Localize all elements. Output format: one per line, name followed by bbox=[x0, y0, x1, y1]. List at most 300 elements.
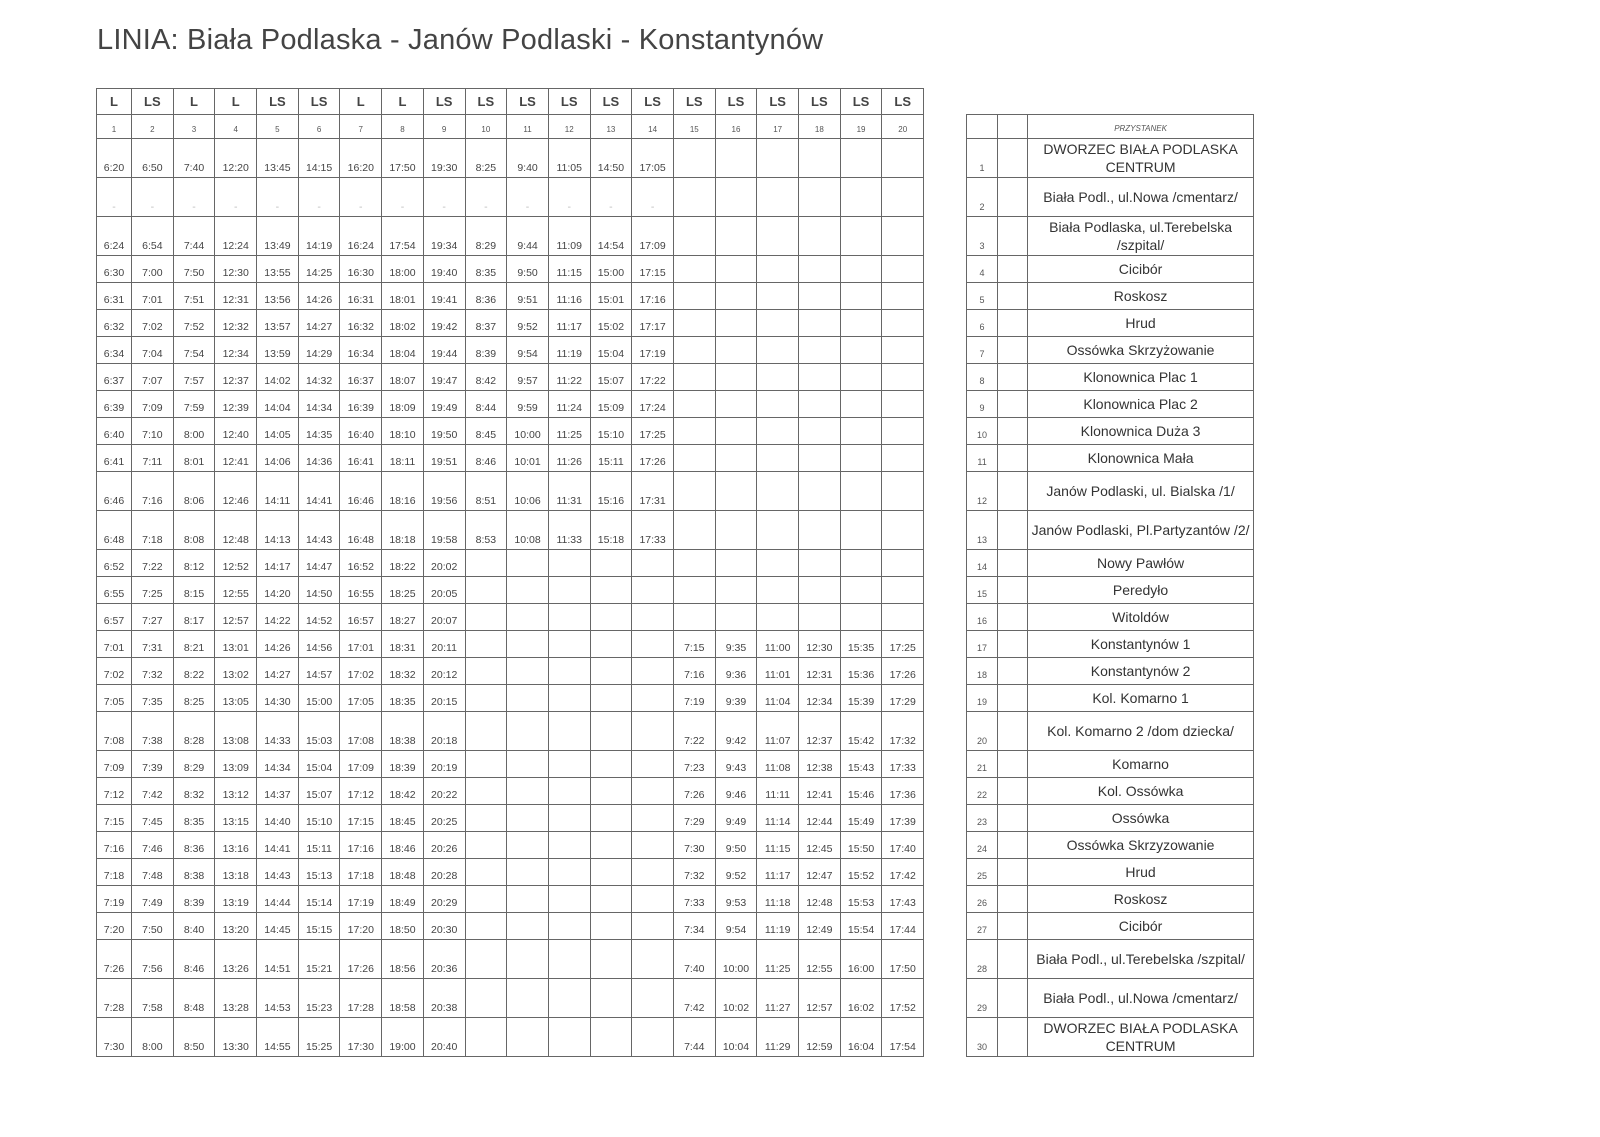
departure-time: 8:21 bbox=[173, 631, 215, 658]
departure-time bbox=[882, 256, 924, 283]
blank-cell bbox=[998, 658, 1028, 685]
course-number: 4 bbox=[215, 115, 257, 139]
stop-name: Klonownica Duża 3 bbox=[1028, 418, 1254, 445]
departure-time bbox=[590, 712, 632, 751]
departure-time: 11:33 bbox=[548, 511, 590, 550]
departure-time bbox=[882, 418, 924, 445]
departure-time bbox=[840, 604, 882, 631]
departure-time: 10:02 bbox=[715, 979, 757, 1018]
departure-time bbox=[673, 310, 715, 337]
departure-time: 14:22 bbox=[257, 604, 299, 631]
departure-time bbox=[632, 778, 674, 805]
stop-name: Biała Podl., ul.Nowa /cmentarz/ bbox=[1028, 178, 1254, 217]
stop-index: 3 bbox=[967, 217, 998, 256]
departure-time: 7:04 bbox=[132, 337, 174, 364]
departure-time: 15:46 bbox=[840, 778, 882, 805]
departure-time bbox=[632, 859, 674, 886]
departure-time: 12:59 bbox=[799, 1018, 841, 1057]
course-number: 13 bbox=[590, 115, 632, 139]
departure-time: 6:30 bbox=[97, 256, 132, 283]
stop-name: Komarno bbox=[1028, 751, 1254, 778]
departure-time: 17:42 bbox=[882, 859, 924, 886]
table-row bbox=[97, 979, 1254, 1018]
table-row bbox=[97, 391, 1254, 418]
departure-time: 14:30 bbox=[257, 685, 299, 712]
departure-time: - bbox=[632, 178, 674, 217]
departure-time: 12:30 bbox=[215, 256, 257, 283]
departure-time bbox=[465, 778, 507, 805]
departure-time: 20:22 bbox=[423, 778, 465, 805]
departure-time: 12:41 bbox=[799, 778, 841, 805]
table-row bbox=[97, 859, 1254, 886]
departure-time bbox=[799, 550, 841, 577]
departure-time bbox=[548, 550, 590, 577]
departure-time bbox=[757, 283, 799, 310]
departure-time: 7:19 bbox=[97, 886, 132, 913]
departure-time: 16:46 bbox=[340, 472, 382, 511]
gap-cell bbox=[924, 511, 967, 550]
departure-time: 9:35 bbox=[715, 631, 757, 658]
departure-time: 16:39 bbox=[340, 391, 382, 418]
blank-cell bbox=[998, 859, 1028, 886]
gap-cell bbox=[924, 337, 967, 364]
departure-time bbox=[799, 577, 841, 604]
departure-time: 15:00 bbox=[298, 685, 340, 712]
stop-index: 12 bbox=[967, 472, 998, 511]
timetable bbox=[96, 88, 1254, 1057]
departure-time: - bbox=[465, 178, 507, 217]
departure-time: 17:30 bbox=[340, 1018, 382, 1057]
departure-time: 9:52 bbox=[715, 859, 757, 886]
departure-time bbox=[590, 778, 632, 805]
gap-cell bbox=[924, 940, 967, 979]
departure-time: - bbox=[507, 178, 549, 217]
departure-time: 11:27 bbox=[757, 979, 799, 1018]
departure-time: 12:48 bbox=[799, 886, 841, 913]
stop-index: 1 bbox=[967, 139, 998, 178]
departure-time: 20:07 bbox=[423, 604, 465, 631]
service-type: LS bbox=[757, 89, 799, 115]
departure-time: 14:41 bbox=[298, 472, 340, 511]
departure-time: 14:45 bbox=[257, 913, 299, 940]
departure-time: 11:17 bbox=[548, 310, 590, 337]
departure-time: 7:34 bbox=[673, 913, 715, 940]
departure-time bbox=[590, 751, 632, 778]
departure-time: 11:17 bbox=[757, 859, 799, 886]
departure-time bbox=[715, 178, 757, 217]
departure-time: 6:50 bbox=[132, 139, 174, 178]
departure-time: 19:50 bbox=[423, 418, 465, 445]
departure-time: 7:50 bbox=[173, 256, 215, 283]
gap-cell bbox=[924, 178, 967, 217]
departure-time: 15:14 bbox=[298, 886, 340, 913]
blank-cell bbox=[998, 751, 1028, 778]
gap-cell bbox=[924, 391, 967, 418]
departure-time: 9:49 bbox=[715, 805, 757, 832]
service-type: LS bbox=[673, 89, 715, 115]
departure-time bbox=[465, 886, 507, 913]
departure-time: 15:07 bbox=[298, 778, 340, 805]
departure-time bbox=[757, 310, 799, 337]
departure-time: 6:54 bbox=[132, 217, 174, 256]
departure-time: 15:15 bbox=[298, 913, 340, 940]
departure-time: 8:35 bbox=[465, 256, 507, 283]
departure-time: 17:29 bbox=[882, 685, 924, 712]
departure-time bbox=[548, 940, 590, 979]
departure-time: 9:50 bbox=[507, 256, 549, 283]
service-type: L bbox=[215, 89, 257, 115]
departure-time: 16:32 bbox=[340, 310, 382, 337]
stop-name: Peredyło bbox=[1028, 577, 1254, 604]
departure-time: 6:52 bbox=[97, 550, 132, 577]
blank-cell bbox=[998, 511, 1028, 550]
stop-name: Klonownica Mała bbox=[1028, 445, 1254, 472]
departure-time bbox=[632, 577, 674, 604]
departure-time: 18:39 bbox=[382, 751, 424, 778]
departure-time bbox=[465, 577, 507, 604]
departure-time: 17:43 bbox=[882, 886, 924, 913]
departure-time: 15:53 bbox=[840, 886, 882, 913]
departure-time bbox=[882, 472, 924, 511]
departure-time bbox=[715, 337, 757, 364]
departure-time: 13:02 bbox=[215, 658, 257, 685]
gap-cell bbox=[924, 283, 967, 310]
departure-time: 7:28 bbox=[97, 979, 132, 1018]
service-type: LS bbox=[840, 89, 882, 115]
departure-time: 16:30 bbox=[340, 256, 382, 283]
departure-time: 12:34 bbox=[215, 337, 257, 364]
departure-time: 7:20 bbox=[97, 913, 132, 940]
departure-time: 15:50 bbox=[840, 832, 882, 859]
departure-time bbox=[507, 604, 549, 631]
departure-time: 17:09 bbox=[632, 217, 674, 256]
departure-time bbox=[632, 913, 674, 940]
departure-time bbox=[465, 859, 507, 886]
departure-time: 19:47 bbox=[423, 364, 465, 391]
departure-time bbox=[673, 511, 715, 550]
departure-time bbox=[507, 631, 549, 658]
departure-time bbox=[799, 364, 841, 391]
departure-time: 8:25 bbox=[465, 139, 507, 178]
departure-time: 16:04 bbox=[840, 1018, 882, 1057]
departure-time: 17:26 bbox=[340, 940, 382, 979]
departure-time: 15:09 bbox=[590, 391, 632, 418]
departure-time: 12:34 bbox=[799, 685, 841, 712]
departure-time: 17:25 bbox=[882, 631, 924, 658]
departure-time: 13:16 bbox=[215, 832, 257, 859]
departure-time: 9:36 bbox=[715, 658, 757, 685]
departure-time: 13:59 bbox=[257, 337, 299, 364]
departure-time: 17:54 bbox=[882, 1018, 924, 1057]
table-row bbox=[97, 256, 1254, 283]
departure-time: 14:33 bbox=[257, 712, 299, 751]
service-type: LS bbox=[507, 89, 549, 115]
departure-time bbox=[548, 658, 590, 685]
gap-cell bbox=[924, 685, 967, 712]
blank-cell bbox=[998, 283, 1028, 310]
departure-time: 14:56 bbox=[298, 631, 340, 658]
departure-time bbox=[590, 859, 632, 886]
departure-time bbox=[465, 1018, 507, 1057]
departure-time: 12:39 bbox=[215, 391, 257, 418]
departure-time bbox=[507, 550, 549, 577]
course-number: 11 bbox=[507, 115, 549, 139]
departure-time: 8:15 bbox=[173, 577, 215, 604]
departure-time: 6:57 bbox=[97, 604, 132, 631]
blank-cell bbox=[967, 89, 998, 115]
departure-time bbox=[590, 1018, 632, 1057]
departure-time bbox=[507, 913, 549, 940]
departure-time: 20:28 bbox=[423, 859, 465, 886]
departure-time: 7:44 bbox=[173, 217, 215, 256]
table-row bbox=[97, 631, 1254, 658]
departure-time: 7:25 bbox=[132, 577, 174, 604]
departure-time bbox=[507, 1018, 549, 1057]
departure-time: 7:57 bbox=[173, 364, 215, 391]
departure-time: 18:42 bbox=[382, 778, 424, 805]
departure-time bbox=[590, 604, 632, 631]
stop-index: 23 bbox=[967, 805, 998, 832]
blank-cell bbox=[998, 337, 1028, 364]
table-row bbox=[97, 577, 1254, 604]
course-number-row bbox=[97, 115, 1254, 139]
departure-time bbox=[799, 283, 841, 310]
stop-index: 13 bbox=[967, 511, 998, 550]
departure-time bbox=[840, 256, 882, 283]
departure-time bbox=[632, 1018, 674, 1057]
departure-time: 8:29 bbox=[465, 217, 507, 256]
service-type: L bbox=[97, 89, 132, 115]
departure-time: 14:55 bbox=[257, 1018, 299, 1057]
departure-time bbox=[673, 256, 715, 283]
table-row bbox=[97, 832, 1254, 859]
departure-time bbox=[799, 391, 841, 418]
departure-time: 8:12 bbox=[173, 550, 215, 577]
blank-cell bbox=[998, 364, 1028, 391]
departure-time bbox=[715, 391, 757, 418]
departure-time: - bbox=[97, 178, 132, 217]
stop-index: 14 bbox=[967, 550, 998, 577]
stop-index: 18 bbox=[967, 658, 998, 685]
departure-time: 15:43 bbox=[840, 751, 882, 778]
departure-time: 8:38 bbox=[173, 859, 215, 886]
blank-cell bbox=[998, 418, 1028, 445]
departure-time bbox=[590, 913, 632, 940]
departure-time: 15:25 bbox=[298, 1018, 340, 1057]
departure-time: 15:16 bbox=[590, 472, 632, 511]
departure-time: 14:54 bbox=[590, 217, 632, 256]
departure-time bbox=[882, 337, 924, 364]
departure-time bbox=[757, 337, 799, 364]
departure-time: 19:42 bbox=[423, 310, 465, 337]
departure-time: - bbox=[340, 178, 382, 217]
departure-time: 6:20 bbox=[97, 139, 132, 178]
gap-cell bbox=[924, 631, 967, 658]
departure-time: 17:33 bbox=[632, 511, 674, 550]
gap-cell bbox=[924, 604, 967, 631]
departure-time bbox=[465, 712, 507, 751]
departure-time: 11:15 bbox=[757, 832, 799, 859]
departure-time: 7:16 bbox=[132, 472, 174, 511]
departure-time: 7:38 bbox=[132, 712, 174, 751]
stop-header: PRZYSTANEK bbox=[1028, 115, 1254, 139]
gap-cell bbox=[924, 751, 967, 778]
stop-name: Konstantynów 2 bbox=[1028, 658, 1254, 685]
departure-time: 8:25 bbox=[173, 685, 215, 712]
departure-time: 7:23 bbox=[673, 751, 715, 778]
stop-name: Kol. Komarno 2 /dom dziecka/ bbox=[1028, 712, 1254, 751]
departure-time: 8:00 bbox=[132, 1018, 174, 1057]
stop-name: Nowy Pawłów bbox=[1028, 550, 1254, 577]
departure-time: 17:12 bbox=[340, 778, 382, 805]
departure-time: 13:15 bbox=[215, 805, 257, 832]
departure-time bbox=[757, 511, 799, 550]
gap-cell bbox=[924, 115, 967, 139]
departure-time: - bbox=[257, 178, 299, 217]
departure-time: 8:17 bbox=[173, 604, 215, 631]
departure-time: 17:01 bbox=[340, 631, 382, 658]
stop-name: Janów Podlaski, Pl.Partyzantów /2/ bbox=[1028, 511, 1254, 550]
departure-time bbox=[840, 364, 882, 391]
stop-index: 2 bbox=[967, 178, 998, 217]
departure-time: 8:36 bbox=[465, 283, 507, 310]
departure-time: 14:40 bbox=[257, 805, 299, 832]
gap-cell bbox=[924, 310, 967, 337]
gap-cell bbox=[924, 913, 967, 940]
course-number: 18 bbox=[799, 115, 841, 139]
departure-time: 13:26 bbox=[215, 940, 257, 979]
type-header-row bbox=[97, 89, 1254, 115]
departure-time: 7:40 bbox=[173, 139, 215, 178]
departure-time: 7:01 bbox=[132, 283, 174, 310]
departure-time: 14:19 bbox=[298, 217, 340, 256]
departure-time bbox=[757, 391, 799, 418]
blank-cell bbox=[1028, 89, 1066, 115]
service-type: L bbox=[340, 89, 382, 115]
departure-time bbox=[507, 577, 549, 604]
departure-time: 18:45 bbox=[382, 805, 424, 832]
departure-time bbox=[757, 256, 799, 283]
departure-time: 12:44 bbox=[799, 805, 841, 832]
gap-cell bbox=[924, 805, 967, 832]
departure-time: 8:53 bbox=[465, 511, 507, 550]
gap-cell bbox=[924, 859, 967, 886]
departure-time: 12:55 bbox=[799, 940, 841, 979]
departure-time: 18:49 bbox=[382, 886, 424, 913]
departure-time: 18:31 bbox=[382, 631, 424, 658]
departure-time: 11:01 bbox=[757, 658, 799, 685]
gap-cell bbox=[924, 1018, 967, 1057]
departure-time bbox=[840, 550, 882, 577]
departure-time: 7:22 bbox=[673, 712, 715, 751]
departure-time bbox=[840, 511, 882, 550]
departure-time bbox=[882, 139, 924, 178]
departure-time: 14:15 bbox=[298, 139, 340, 178]
departure-time: 19:51 bbox=[423, 445, 465, 472]
departure-time bbox=[548, 751, 590, 778]
table-row bbox=[97, 418, 1254, 445]
departure-time: 14:43 bbox=[298, 511, 340, 550]
blank-cell bbox=[998, 178, 1028, 217]
departure-time bbox=[465, 685, 507, 712]
service-type: LS bbox=[132, 89, 174, 115]
departure-time bbox=[757, 364, 799, 391]
departure-time: 8:08 bbox=[173, 511, 215, 550]
departure-time: 12:20 bbox=[215, 139, 257, 178]
departure-time: 8:51 bbox=[465, 472, 507, 511]
departure-time bbox=[673, 577, 715, 604]
departure-time: 18:09 bbox=[382, 391, 424, 418]
gap-cell bbox=[924, 139, 967, 178]
departure-time bbox=[632, 658, 674, 685]
departure-time: 6:37 bbox=[97, 364, 132, 391]
blank-cell bbox=[998, 256, 1028, 283]
departure-time: 10:06 bbox=[507, 472, 549, 511]
departure-time: 8:48 bbox=[173, 979, 215, 1018]
stop-name: Hrud bbox=[1028, 859, 1254, 886]
departure-time: 20:26 bbox=[423, 832, 465, 859]
departure-time: 7:19 bbox=[673, 685, 715, 712]
stop-name: Kol. Komarno 1 bbox=[1028, 685, 1254, 712]
departure-time bbox=[507, 886, 549, 913]
departure-time bbox=[673, 472, 715, 511]
departure-time: 12:41 bbox=[215, 445, 257, 472]
departure-time: 20:30 bbox=[423, 913, 465, 940]
departure-time bbox=[757, 178, 799, 217]
stop-name: Konstantynów 1 bbox=[1028, 631, 1254, 658]
departure-time: 15:49 bbox=[840, 805, 882, 832]
departure-time bbox=[799, 604, 841, 631]
departure-time: 7:02 bbox=[97, 658, 132, 685]
departure-time bbox=[548, 604, 590, 631]
departure-time: 8:28 bbox=[173, 712, 215, 751]
blank-cell bbox=[998, 217, 1028, 256]
departure-time: 10:08 bbox=[507, 511, 549, 550]
departure-time: 15:21 bbox=[298, 940, 340, 979]
departure-time: 14:47 bbox=[298, 550, 340, 577]
departure-time: 14:37 bbox=[257, 778, 299, 805]
departure-time bbox=[715, 445, 757, 472]
departure-time: 15:04 bbox=[590, 337, 632, 364]
departure-time: 11:19 bbox=[757, 913, 799, 940]
departure-time bbox=[507, 859, 549, 886]
blank-cell bbox=[998, 89, 1028, 115]
departure-time: 7:01 bbox=[97, 631, 132, 658]
departure-time bbox=[673, 550, 715, 577]
departure-time: 6:24 bbox=[97, 217, 132, 256]
departure-time: 14:26 bbox=[298, 283, 340, 310]
departure-time: 13:05 bbox=[215, 685, 257, 712]
departure-time bbox=[548, 685, 590, 712]
departure-time bbox=[548, 778, 590, 805]
course-number: 9 bbox=[423, 115, 465, 139]
stop-index: 16 bbox=[967, 604, 998, 631]
blank-cell bbox=[998, 979, 1028, 1018]
departure-time bbox=[715, 577, 757, 604]
departure-time: 13:09 bbox=[215, 751, 257, 778]
departure-time: 18:16 bbox=[382, 472, 424, 511]
departure-time: 17:17 bbox=[632, 310, 674, 337]
departure-time: 6:34 bbox=[97, 337, 132, 364]
departure-time: 7:31 bbox=[132, 631, 174, 658]
stop-name: Ossówka bbox=[1028, 805, 1254, 832]
departure-time bbox=[882, 364, 924, 391]
table-row bbox=[97, 685, 1254, 712]
course-number: 10 bbox=[465, 115, 507, 139]
departure-time: 17:19 bbox=[340, 886, 382, 913]
departure-time bbox=[632, 832, 674, 859]
gap-cell bbox=[924, 979, 967, 1018]
